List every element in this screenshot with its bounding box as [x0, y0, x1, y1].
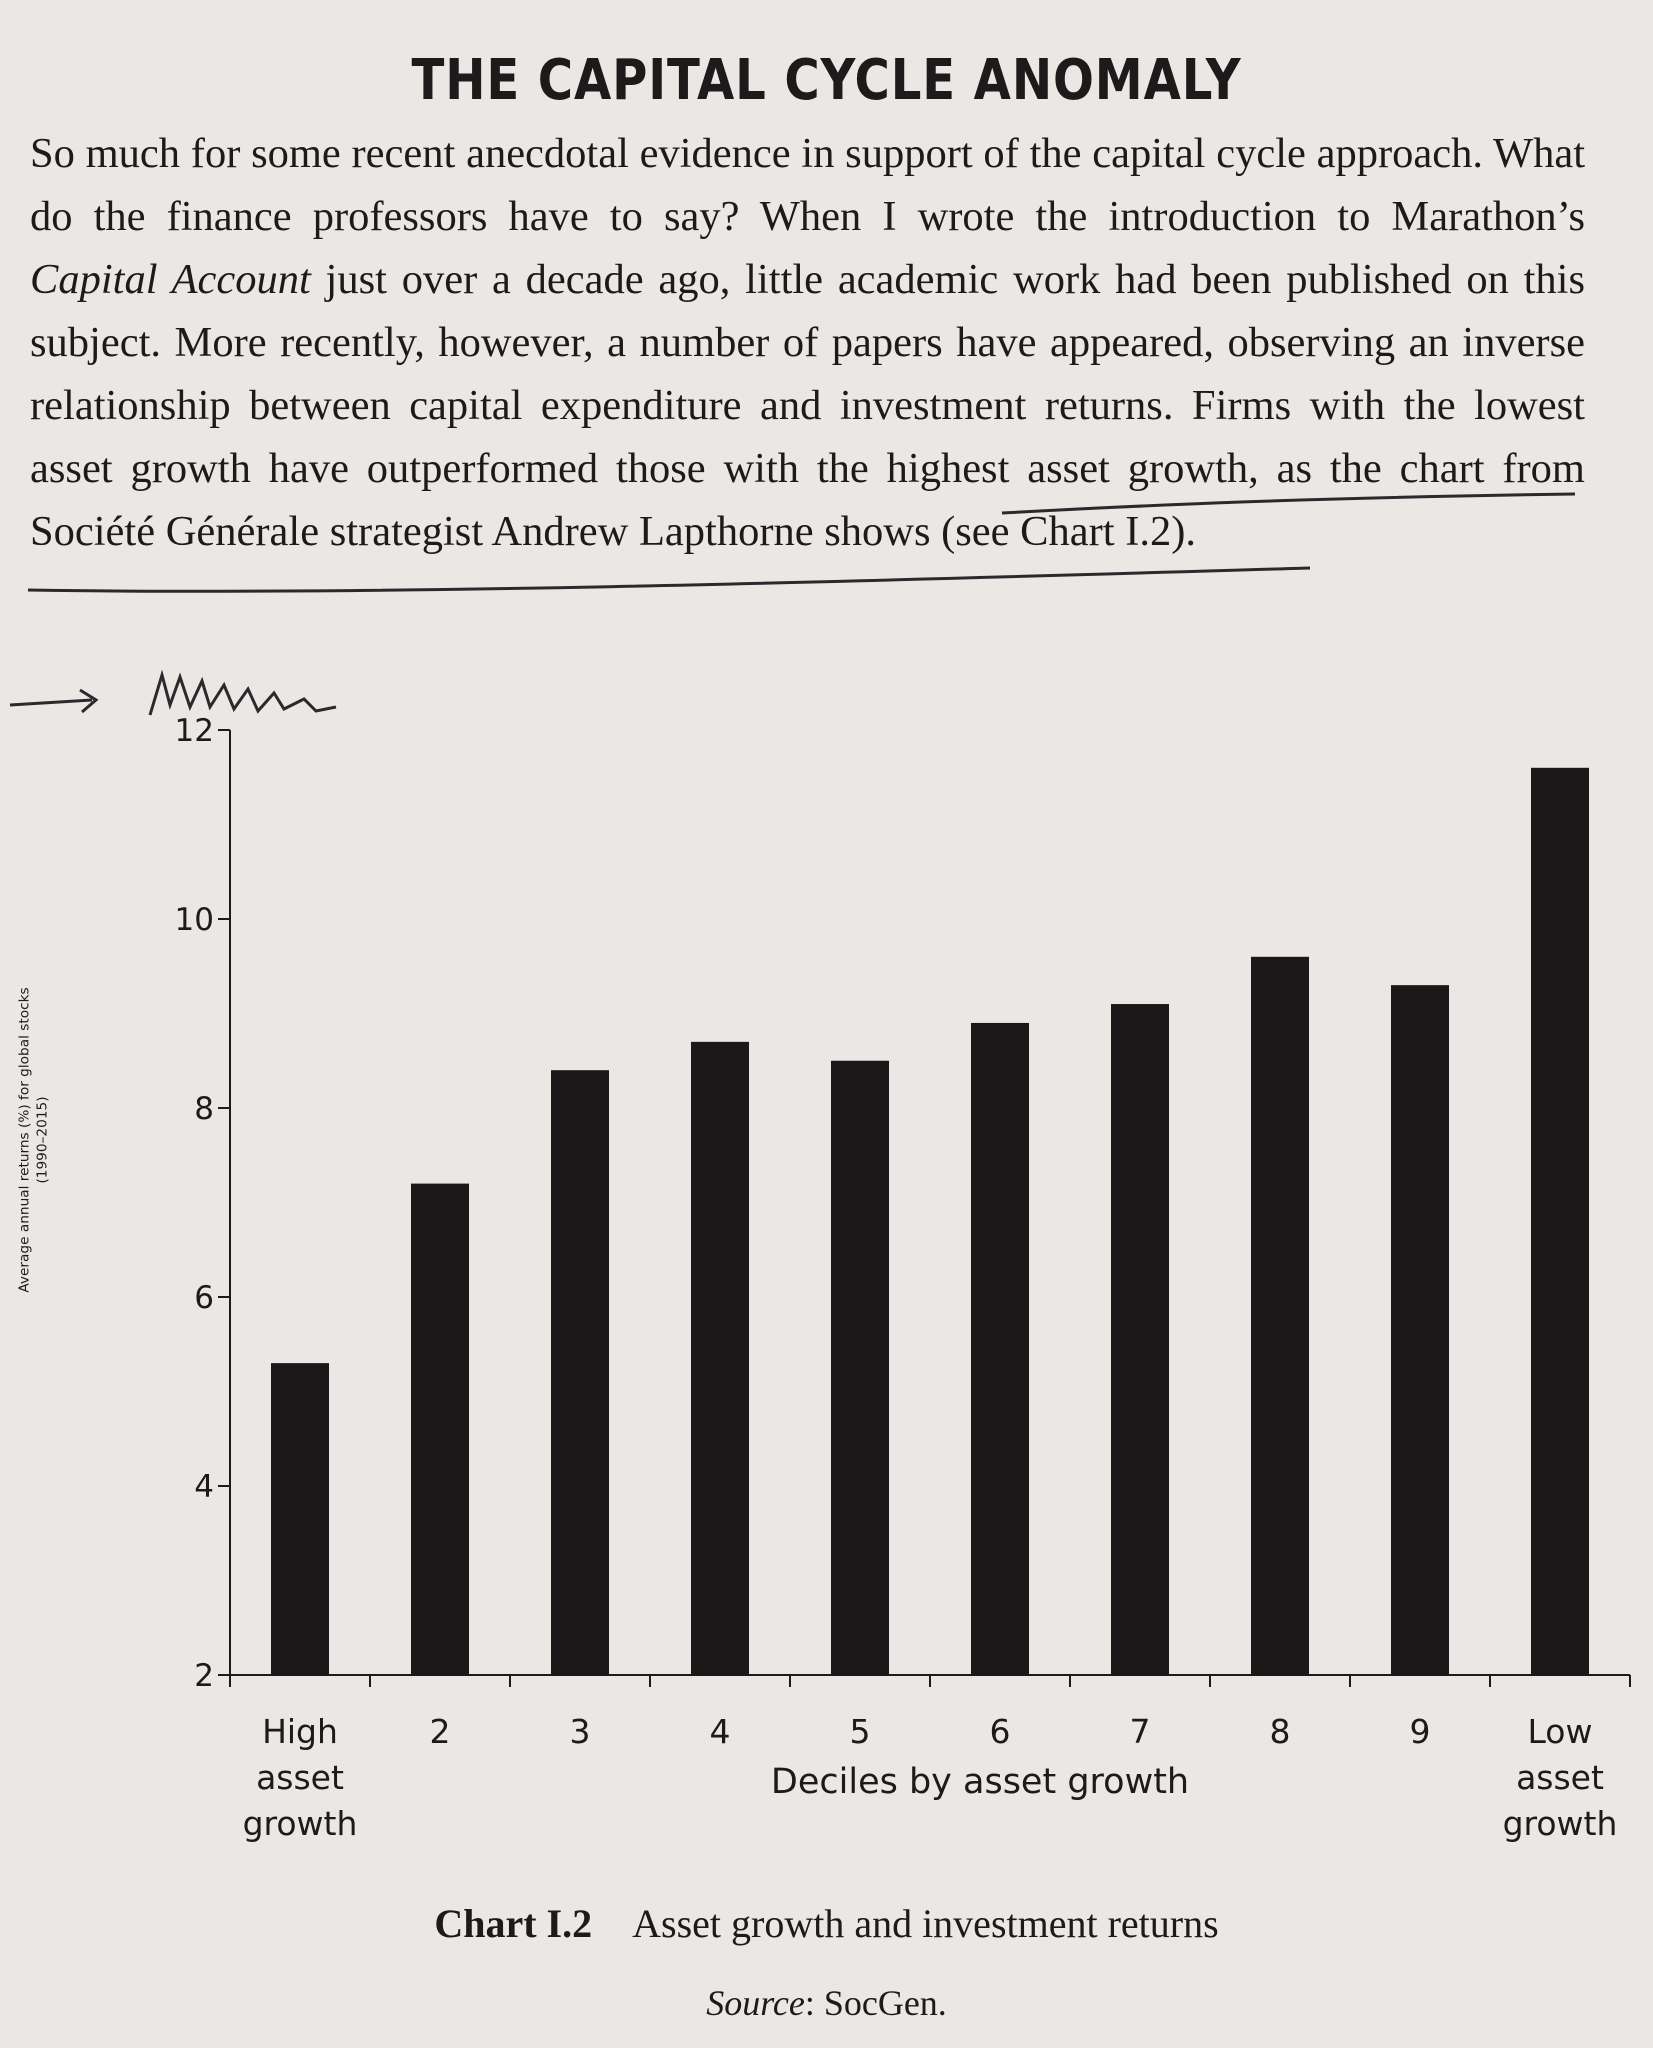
- caption-number: Chart I.2: [434, 1901, 593, 1946]
- source-label: Source: [706, 1983, 805, 2023]
- bar: [1531, 768, 1589, 1675]
- y-tick-label: 6: [194, 1280, 214, 1316]
- x-tick-label: 3: [569, 1712, 591, 1751]
- y-axis-label: [16, 700, 60, 1580]
- bar: [691, 1042, 749, 1675]
- bar: [411, 1184, 469, 1675]
- bar: [971, 1023, 1029, 1675]
- pen-underline-2: [28, 568, 1310, 591]
- section-heading: THE CAPITAL CYCLE ANOMALY: [411, 48, 1242, 113]
- bar: [1391, 985, 1449, 1675]
- chart-caption: [0, 1900, 1653, 1947]
- caption-title: Asset growth and investment returns: [632, 1901, 1219, 1946]
- bar: [1251, 957, 1309, 1675]
- x-tick-label: 5: [849, 1712, 871, 1751]
- paragraph-part-1: So much for some recent anecdotal evidence in support of the capital cycle approach. What do the finance professors have to say? When I wrote the introduction to Marathon’s: [30, 130, 1585, 240]
- x-tick-label: 8: [1269, 1712, 1291, 1751]
- y-tick-label: 12: [174, 713, 214, 749]
- x-axis-label: Deciles by asset growth: [770, 1762, 1190, 1802]
- x-tick-label: 2: [429, 1712, 451, 1751]
- x-tick-label: Low asset growth: [1502, 1712, 1618, 1843]
- body-paragraph: [30, 122, 1585, 563]
- chart-source: [0, 1982, 1653, 2024]
- bar-chart: [0, 700, 1653, 1890]
- y-axis-label-text: Average annual returns (%) for global stocks(1990–2015): [16, 987, 51, 1293]
- x-tick-label: 7: [1129, 1712, 1151, 1751]
- bar: [551, 1070, 609, 1675]
- bar: [1111, 1004, 1169, 1675]
- x-tick-label: 4: [709, 1712, 731, 1751]
- bar: [831, 1061, 889, 1675]
- y-tick-label: 10: [174, 902, 214, 938]
- y-tick-label: 2: [194, 1658, 214, 1694]
- x-tick-label: High asset growth: [242, 1712, 358, 1843]
- paragraph-part-2: just over a decade ago, little academic work had been published on this subject. More recently, however, a number of papers have appeared, observing an inverse relationship between capital expenditure and investment returns. Firms with the lowest asset growth have outperformed those with the highest asset growth, as the chart from Société Générale strategist Andrew Lapthorne shows (see Chart I.2).: [30, 256, 1585, 555]
- source-value: : SocGen.: [804, 1983, 947, 2023]
- x-tick-label: 9: [1409, 1712, 1431, 1751]
- x-tick-label: 6: [989, 1712, 1011, 1751]
- y-tick-label: 4: [194, 1469, 214, 1505]
- bar: [271, 1363, 329, 1675]
- y-tick-label: 8: [194, 1091, 214, 1127]
- paragraph-italic-title: Capital Account: [30, 256, 311, 303]
